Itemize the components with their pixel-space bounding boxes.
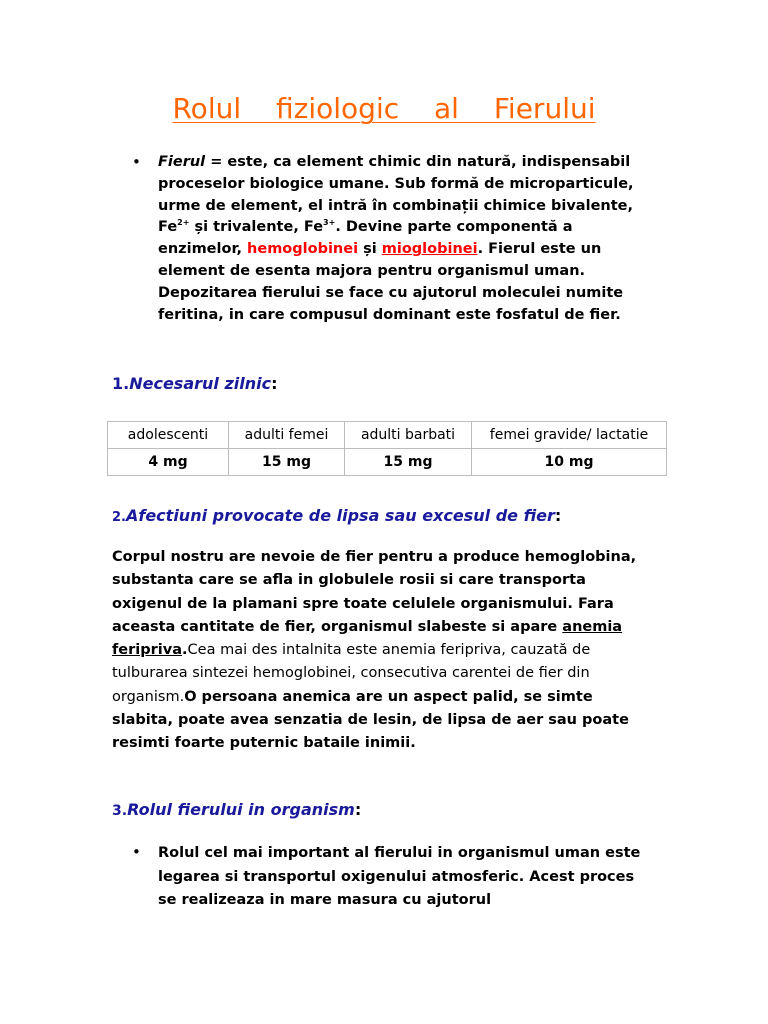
section-heading-1 [112, 374, 278, 393]
section-title: Rolul fierului in organism [127, 800, 355, 819]
section-number: 2. [112, 510, 126, 525]
section-colon: : [554, 506, 562, 525]
page-title: Rolul fiziologic al Fierului [172, 92, 596, 125]
table-header-cell: adulti femei [229, 422, 345, 449]
anemia-feripriva-term: anemia feripriva [112, 618, 623, 659]
section-heading-2 [112, 506, 561, 525]
paragraph-text: Corpul nostru are nevoie de fier pentru a produce hemoglobina, substanta care se afla in globulele rosii si care transporta oxigenul de la plamani spre toate celulele organismului. Fara aceasta cantitate de fier, organismul slabeste si apare [112, 549, 637, 635]
table-header-row [108, 422, 667, 449]
daily-requirement-table [107, 421, 667, 476]
table-cell: 4 mg [108, 449, 229, 476]
intro-text: . Devine parte componentă a enzimelor, [158, 219, 573, 258]
paragraph-text: . [182, 642, 188, 659]
table-header-cell: femei gravide/ lactatie [472, 422, 667, 449]
section-colon: : [271, 374, 278, 393]
section-heading-3 [112, 800, 361, 819]
section-number: 1. [112, 374, 130, 393]
highlight-mioglobinei: mioglobinei [381, 241, 478, 258]
bullet-marker: • [132, 843, 141, 861]
role-paragraph: Rolul cel mai important al fierului in organismul uman este legarea si transportul oxigenului atmosferic. Acest proces se realizeaza in mare masura cu ajutorul [158, 845, 641, 908]
table-row [108, 449, 667, 476]
section-title: Afectiuni provocate de lipsa sau excesul de fier [125, 506, 555, 525]
intro-text: și trivalente, Fe [189, 219, 324, 236]
table-header-cell: adulti barbati [345, 422, 472, 449]
table-cell: 10 mg [472, 449, 667, 476]
table-cell: 15 mg [229, 449, 345, 476]
intro-paragraph [158, 152, 638, 326]
anemia-paragraph [112, 546, 658, 756]
superscript-3plus: 3+ [323, 218, 336, 228]
intro-term: Fierul [158, 154, 206, 170]
highlight-hemoglobinei: hemoglobinei [247, 241, 359, 258]
superscript-2plus: 2+ [177, 218, 190, 228]
section-title: Necesarul zilnic [129, 374, 272, 393]
section-colon: : [354, 800, 362, 819]
table-cell: 15 mg [345, 449, 472, 476]
table-header-cell: adolescenti [108, 422, 229, 449]
intro-text: și [358, 241, 382, 258]
intro-text: . Fierul este un element de esenta majora pentru organismul uman. Depozitarea fierului se face cu ajutorul moleculei numite feritina, in care compusul dominant este fosfatul de fier. [158, 241, 624, 323]
bullet-marker: • [132, 153, 141, 171]
paragraph-text: O persoana anemica are un aspect palid, se simte slabita, poate avea senzatia de lesin, de lipsa de aer sau poate resimti foarte puternic bataile inimii. [112, 688, 629, 752]
paragraph-text-regular: Cea mai des intalnita este anemia feripriva, cauzată de tulburarea sintezei hemoglobinei, consecutiva carentei de fier din organism. [112, 642, 591, 705]
section-number: 3. [112, 803, 128, 819]
intro-text: = este, ca element chimic din natură, indispensabil proceselor biologice umane. Sub formă de microparticule, urme de element, el intră în combinații chimice bivalente, Fe [158, 154, 634, 236]
